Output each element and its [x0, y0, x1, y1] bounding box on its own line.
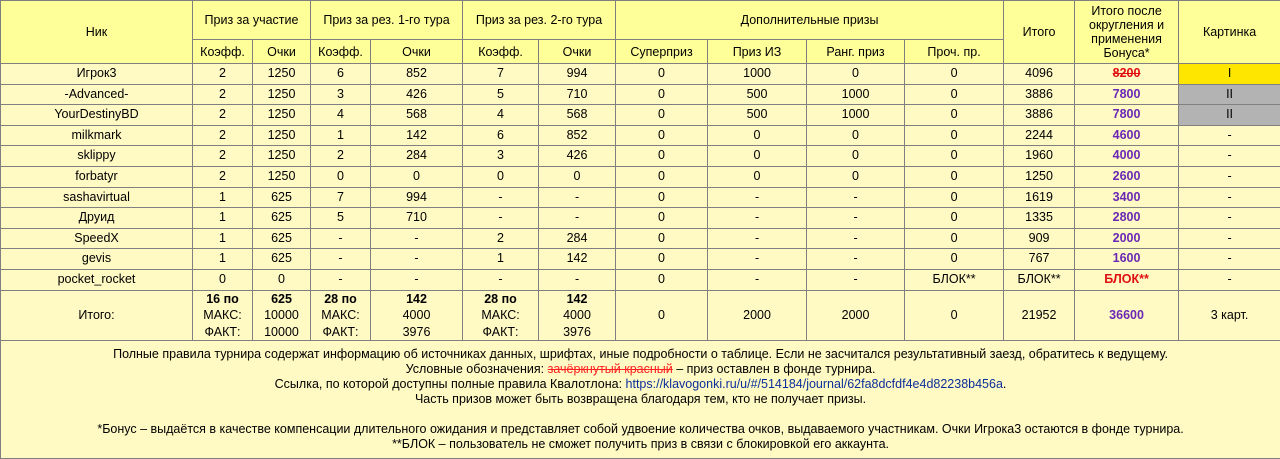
cell-p-pts: 625 — [253, 228, 311, 249]
cell-p-pts: 625 — [253, 208, 311, 229]
col-superprize: Суперприз — [616, 40, 708, 64]
cell-r2-coef: 4 — [463, 105, 539, 126]
cell-r1-coef: 1 — [311, 125, 371, 146]
table-row — [1, 125, 1280, 146]
totals-participation-values: 625 10000 10000 — [253, 290, 311, 341]
cell-bonus: 3400 — [1075, 187, 1179, 208]
cell-rank: 0 — [807, 166, 905, 187]
cell-iz: 1000 — [708, 64, 807, 85]
header-row-1 — [1, 1, 1280, 40]
cell-picture: - — [1179, 187, 1280, 208]
cell-p-pts: 1250 — [253, 146, 311, 167]
totals-round2-count: 28 по МАКС: ФАКТ: — [463, 290, 539, 341]
rules-link[interactable]: https://klavogonki.ru/u/#/514184/journal/62fa8dcfdf4e4d82238b456a — [626, 377, 1003, 391]
cell-bonus: 8200 — [1075, 64, 1179, 85]
cell-total: 1960 — [1004, 146, 1075, 167]
cell-r1-coef: 7 — [311, 187, 371, 208]
cell-nick: YourDestinyBD — [1, 105, 193, 126]
cell-total: 1250 — [1004, 166, 1075, 187]
cell-r1-coef: - — [311, 269, 371, 290]
cell-picture: - — [1179, 208, 1280, 229]
cell-p-coef: 0 — [193, 269, 253, 290]
footer-legend-line: Условные обозначения: зачёркнутый красный – приз оставлен в фонде турнира. — [5, 362, 1276, 377]
cell-r1-coef: 3 — [311, 84, 371, 105]
cell-picture: - — [1179, 249, 1280, 270]
cell-p-pts: 0 — [253, 269, 311, 290]
cell-super: 0 — [616, 84, 708, 105]
footer-bonus-note: *Бонус – выдаётся в качестве компенсации длительного ожидания и представляет собой удвоение количества очков, выдаваемого участникам. Очки Игрока3 остаются в фонде турнира. — [5, 422, 1276, 437]
cell-p-coef: 1 — [193, 208, 253, 229]
table-row — [1, 166, 1280, 187]
col-round2: Приз за рез. 2-го тура — [463, 1, 616, 40]
cell-p-coef: 2 — [193, 125, 253, 146]
cell-super: 0 — [616, 187, 708, 208]
col-nick: Ник — [1, 1, 193, 64]
cell-r2-pts: - — [539, 208, 616, 229]
cell-super: 0 — [616, 166, 708, 187]
cell-picture: - — [1179, 125, 1280, 146]
cell-r1-pts: 142 — [371, 125, 463, 146]
col-participation-points: Очки — [253, 40, 311, 64]
cell-other: 0 — [905, 249, 1004, 270]
col-prize-iz: Приз ИЗ — [708, 40, 807, 64]
table-row — [1, 187, 1280, 208]
col-picture: Картинка — [1179, 1, 1280, 64]
totals-row — [1, 290, 1280, 341]
footer-row — [1, 341, 1280, 459]
col-other-prize: Проч. пр. — [905, 40, 1004, 64]
totals-label: Итого: — [1, 290, 193, 341]
cell-r2-pts: 710 — [539, 84, 616, 105]
cell-rank: 1000 — [807, 84, 905, 105]
cell-total: 909 — [1004, 228, 1075, 249]
col-total: Итого — [1004, 1, 1075, 64]
cell-bonus: 7800 — [1075, 84, 1179, 105]
cell-rank: 1000 — [807, 105, 905, 126]
cell-p-coef: 2 — [193, 105, 253, 126]
cell-total: 767 — [1004, 249, 1075, 270]
cell-p-pts: 1250 — [253, 84, 311, 105]
cell-p-coef: 1 — [193, 228, 253, 249]
cell-other: 0 — [905, 228, 1004, 249]
col-round1-points: Очки — [371, 40, 463, 64]
footer-return-line: Часть призов может быть возвращена благодаря тем, кто не получает призы. — [5, 392, 1276, 407]
cell-iz: 0 — [708, 125, 807, 146]
col-extra: Дополнительные призы — [616, 1, 1004, 40]
cell-r2-coef: 3 — [463, 146, 539, 167]
cell-r1-coef: 0 — [311, 166, 371, 187]
cell-rank: 0 — [807, 125, 905, 146]
cell-other: 0 — [905, 146, 1004, 167]
cell-other: 0 — [905, 84, 1004, 105]
cell-r1-coef: 2 — [311, 146, 371, 167]
col-rank-prize: Ранг. приз — [807, 40, 905, 64]
cell-r2-coef: 1 — [463, 249, 539, 270]
cell-r2-pts: - — [539, 269, 616, 290]
cell-iz: - — [708, 228, 807, 249]
cell-r1-pts: 852 — [371, 64, 463, 85]
totals-bonus: 36600 — [1075, 290, 1179, 341]
cell-r1-pts: 994 — [371, 187, 463, 208]
cell-p-coef: 1 — [193, 187, 253, 208]
cell-nick: SpeedX — [1, 228, 193, 249]
col-round2-points: Очки — [539, 40, 616, 64]
cell-super: 0 — [616, 249, 708, 270]
totals-total: 21952 — [1004, 290, 1075, 341]
cell-super: 0 — [616, 269, 708, 290]
footer-notes — [1, 341, 1280, 459]
footer-block-note: **БЛОК – пользователь не сможет получить приз в связи с блокировкой его аккаунта. — [5, 437, 1276, 452]
cell-iz: - — [708, 187, 807, 208]
cell-r2-pts: 852 — [539, 125, 616, 146]
cell-picture: - — [1179, 228, 1280, 249]
cell-bonus: 4000 — [1075, 146, 1179, 167]
cell-super: 0 — [616, 64, 708, 85]
cell-iz: 500 — [708, 105, 807, 126]
cell-p-coef: 2 — [193, 166, 253, 187]
cell-other: 0 — [905, 187, 1004, 208]
cell-bonus: 1600 — [1075, 249, 1179, 270]
totals-picture: 3 карт. — [1179, 290, 1280, 341]
cell-p-pts: 625 — [253, 249, 311, 270]
col-total-bonus: Итого после округления и применения Бонуса* — [1075, 1, 1179, 64]
cell-p-pts: 1250 — [253, 64, 311, 85]
cell-r1-pts: - — [371, 269, 463, 290]
cell-r1-coef: 5 — [311, 208, 371, 229]
cell-r1-coef: - — [311, 249, 371, 270]
totals-round2-values: 142 4000 3976 — [539, 290, 616, 341]
cell-picture: - — [1179, 269, 1280, 290]
cell-nick: pocket_rocket — [1, 269, 193, 290]
cell-r1-pts: - — [371, 249, 463, 270]
cell-picture: II — [1179, 84, 1280, 105]
cell-p-coef: 1 — [193, 249, 253, 270]
cell-r2-pts: 0 — [539, 166, 616, 187]
cell-iz: - — [708, 269, 807, 290]
cell-nick: sklippy — [1, 146, 193, 167]
table-row — [1, 146, 1280, 167]
cell-other: 0 — [905, 105, 1004, 126]
cell-iz: 0 — [708, 146, 807, 167]
cell-picture: - — [1179, 166, 1280, 187]
cell-total: 3886 — [1004, 105, 1075, 126]
cell-nick: sashavirtual — [1, 187, 193, 208]
cell-r1-coef: 4 — [311, 105, 371, 126]
cell-super: 0 — [616, 105, 708, 126]
totals-other-prize: 0 — [905, 290, 1004, 341]
cell-other: БЛОК** — [905, 269, 1004, 290]
cell-super: 0 — [616, 146, 708, 167]
cell-total: 1335 — [1004, 208, 1075, 229]
cell-p-coef: 2 — [193, 84, 253, 105]
table-row — [1, 105, 1280, 126]
cell-nick: forbatyr — [1, 166, 193, 187]
cell-p-coef: 2 — [193, 146, 253, 167]
cell-rank: 0 — [807, 64, 905, 85]
cell-r2-pts: 426 — [539, 146, 616, 167]
cell-picture: - — [1179, 146, 1280, 167]
cell-rank: - — [807, 228, 905, 249]
cell-r1-pts: 710 — [371, 208, 463, 229]
cell-r2-pts: 284 — [539, 228, 616, 249]
cell-bonus: 2600 — [1075, 166, 1179, 187]
cell-r2-pts: - — [539, 187, 616, 208]
cell-nick: Друид — [1, 208, 193, 229]
cell-super: 0 — [616, 125, 708, 146]
totals-participation-count: 16 по МАКС: ФАКТ: — [193, 290, 253, 341]
cell-r1-pts: - — [371, 228, 463, 249]
totals-rank-prize: 2000 — [807, 290, 905, 341]
cell-r2-coef: 0 — [463, 166, 539, 187]
cell-r2-coef: 5 — [463, 84, 539, 105]
cell-rank: 0 — [807, 146, 905, 167]
cell-other: 0 — [905, 125, 1004, 146]
col-participation: Приз за участие — [193, 1, 311, 40]
totals-superprize: 0 — [616, 290, 708, 341]
cell-nick: -Advanced- — [1, 84, 193, 105]
cell-r2-coef: 6 — [463, 125, 539, 146]
cell-iz: 0 — [708, 166, 807, 187]
cell-other: 0 — [905, 208, 1004, 229]
cell-rank: - — [807, 269, 905, 290]
cell-bonus: 7800 — [1075, 105, 1179, 126]
legend-red-sample: зачёркнутый красный — [548, 362, 673, 376]
cell-total: 3886 — [1004, 84, 1075, 105]
cell-super: 0 — [616, 208, 708, 229]
cell-rank: - — [807, 249, 905, 270]
table-row — [1, 228, 1280, 249]
cell-r1-pts: 568 — [371, 105, 463, 126]
cell-other: 0 — [905, 166, 1004, 187]
cell-other: 0 — [905, 64, 1004, 85]
table-row — [1, 249, 1280, 270]
cell-rank: - — [807, 187, 905, 208]
cell-picture: II — [1179, 105, 1280, 126]
cell-picture: I — [1179, 64, 1280, 85]
cell-p-pts: 1250 — [253, 105, 311, 126]
cell-nick: Игрок3 — [1, 64, 193, 85]
cell-nick: milkmark — [1, 125, 193, 146]
footer-link-line: Ссылка, по которой доступны полные правила Квалотлона: https://klavogonki.ru/u/#/514184/journal/62fa8dcfdf4e4d82238b456a. — [5, 377, 1276, 392]
cell-bonus: 2800 — [1075, 208, 1179, 229]
totals-prize-iz: 2000 — [708, 290, 807, 341]
col-participation-coeff: Коэфф. — [193, 40, 253, 64]
table-row — [1, 208, 1280, 229]
totals-round1-count: 28 по МАКС: ФАКТ: — [311, 290, 371, 341]
cell-total: 4096 — [1004, 64, 1075, 85]
cell-r1-coef: - — [311, 228, 371, 249]
cell-r1-pts: 426 — [371, 84, 463, 105]
table-body — [1, 64, 1280, 291]
col-round1: Приз за рез. 1-го тура — [311, 1, 463, 40]
cell-bonus: 2000 — [1075, 228, 1179, 249]
cell-super: 0 — [616, 228, 708, 249]
cell-r2-pts: 568 — [539, 105, 616, 126]
col-round1-coeff: Коэфф. — [311, 40, 371, 64]
cell-p-pts: 1250 — [253, 125, 311, 146]
table-row — [1, 84, 1280, 105]
cell-bonus: БЛОК** — [1075, 269, 1179, 290]
cell-total: БЛОК** — [1004, 269, 1075, 290]
cell-p-pts: 625 — [253, 187, 311, 208]
cell-r2-pts: 142 — [539, 249, 616, 270]
cell-p-pts: 1250 — [253, 166, 311, 187]
cell-r1-pts: 284 — [371, 146, 463, 167]
cell-r2-coef: 2 — [463, 228, 539, 249]
cell-p-coef: 2 — [193, 64, 253, 85]
cell-r2-coef: 7 — [463, 64, 539, 85]
cell-r2-coef: - — [463, 208, 539, 229]
cell-iz: 500 — [708, 84, 807, 105]
cell-total: 2244 — [1004, 125, 1075, 146]
table-row — [1, 269, 1280, 290]
table-row — [1, 64, 1280, 85]
col-round2-coeff: Коэфф. — [463, 40, 539, 64]
cell-rank: - — [807, 208, 905, 229]
cell-r2-coef: - — [463, 187, 539, 208]
cell-r1-pts: 0 — [371, 166, 463, 187]
cell-r1-coef: 6 — [311, 64, 371, 85]
footer-rules-line: Полные правила турнира содержат информацию об источниках данных, шрифтах, иные подробности о таблице. Если не засчитался результативный заезд, обратитесь к ведущему. — [5, 347, 1276, 362]
cell-bonus: 4600 — [1075, 125, 1179, 146]
cell-r2-pts: 994 — [539, 64, 616, 85]
cell-r2-coef: - — [463, 269, 539, 290]
cell-iz: - — [708, 208, 807, 229]
cell-iz: - — [708, 249, 807, 270]
cell-nick: gevis — [1, 249, 193, 270]
cell-total: 1619 — [1004, 187, 1075, 208]
totals-round1-values: 142 4000 3976 — [371, 290, 463, 341]
